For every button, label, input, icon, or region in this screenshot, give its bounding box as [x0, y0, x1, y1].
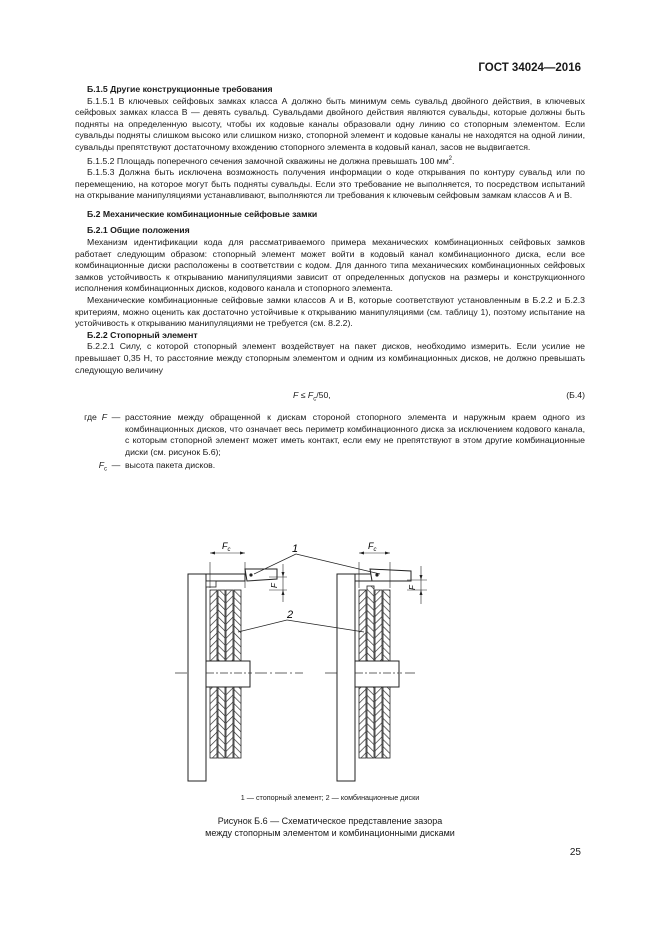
page-number: 25	[569, 847, 581, 858]
f-label-right: F	[408, 585, 417, 590]
section-heading-b21: Б.2.1 Общие положения	[87, 225, 190, 236]
f-label-left: F	[270, 583, 279, 588]
lock-plate	[337, 574, 355, 781]
paragraph-b221: Б.2.2.1 Силу, с которой стопорный элемент воздействует на пакет дисков, необходимо измерить. Если усилие не превышает 0,35 Н, то расстояние между стопорным элементом и одним из комбинационных дисков, не должно превышать следующую величину	[75, 341, 585, 375]
paragraph-b21-1: Механизм идентификации кода для рассматриваемого примера механических комбинационных сейфовых замков работает следующим образом: стопорный элемент может войти в кодовый канал комбинационного диска, если все комбинационные диски расположены в соответствии с кодом. Для данного типа механических комбинационных сейфовых замков устойчивость к открыванию манипуляциями зависит от определенных допусков на размеры и конструкционного исполнения комбинационных дисков, кодового канала и стопорного элемента.	[75, 237, 585, 294]
fc-label-right: $F_c$	[368, 541, 377, 553]
section-heading-b22: Б.2.2 Стопорный элемент	[87, 329, 198, 340]
standard-header: ГОСТ 34024—2016	[478, 62, 581, 74]
lock-plate	[188, 574, 206, 781]
formula-number: (Б.4)	[566, 390, 585, 401]
paragraph-b152: Б.1.5.2 Площадь поперечного сечения замочной скважины не должна превышать 100 $мм^2$.	[87, 155, 455, 166]
callout-1: 1	[292, 543, 299, 555]
definition-fc: $F_c$ — высота пакета дисков.	[98, 459, 216, 473]
formula-b4	[75, 388, 585, 404]
hub	[355, 661, 399, 687]
figure-caption: Рисунок Б.6 — Схематическое представление зазора между стопорным элементом и комбинационными дисками	[205, 816, 455, 838]
definitions	[75, 412, 585, 476]
paragraph-b151: Б.1.5.1 В ключевых сейфовых замках класса А должно быть минимум семь сувальд двойного действия, в ключевых сейфовых замках класса В — девять сувальд. Сувальдами двойного действия являются сувальды, которые должны быть подняты на определенную высоту, чтобы их кодовые каналы образовали одну линию со стопорным элементом. Если сувальды подняты слишком высоко или слишком низко, стопорной элемент и кодовые каналы не находятся на одной линии, сувальды препятствуют достаточному вхождению стопорного элемента в кодовый канал, засов не выдвигается.	[75, 95, 585, 152]
locking-element-arm	[206, 574, 245, 581]
figure-b6-diagram	[165, 522, 445, 784]
figure-legend: 1 — стопорный элемент; 2 — комбинационные диски	[240, 793, 420, 802]
definition-f: где F — расстояние между обращенной к дискам стороной стопорного элемента и наружным краем одного из комбинационных дисков, что означает весь периметр комбинационного диска за исключением кодового канала, с которым стопорной элемент может иметь контакт, если ему не препятствуют в этом другие комбинационные диски (см. рисунок Б.6);	[84, 412, 585, 457]
section-heading-b15: Б.1.5 Другие конструкционные требования	[87, 84, 273, 94]
callout-1-leader	[296, 554, 380, 574]
paragraph-b153: Б.1.5.3 Должна быть исключена возможность получения информации о коде открывания по контуру сувальд или по перемещению, на которое могут быть подняты сувальды. Если это требование не выполняется, то посредством испытаний на открывание манипуляциями устанавливают, выполняются ли требования к ключевым сейфовым замкам классов А и В.	[75, 167, 585, 201]
paragraph-b21-2: Механические комбинационные сейфовые замки классов А и В, которые соответствуют установленным в Б.2.2 и Б.2.3 критериям, можно оценить как достаточно устойчивые к открыванию манипуляциями (см. таблицу 1), поэтому испытание на устойчивость к открыванию манипуляциями не требуется (см. 8.2.2).	[75, 294, 585, 329]
formula-expression: $F \le F_c/50$,	[293, 390, 331, 403]
left-assembly	[175, 552, 303, 782]
callout-2-leader	[238, 620, 287, 632]
section-heading-b2: Б.2 Механические комбинационные сейфовые замки	[87, 208, 318, 219]
hub	[206, 661, 250, 687]
page-body	[75, 84, 585, 476]
fc-label-left: $F_c$	[222, 541, 231, 553]
callout-2: 2	[287, 609, 294, 621]
